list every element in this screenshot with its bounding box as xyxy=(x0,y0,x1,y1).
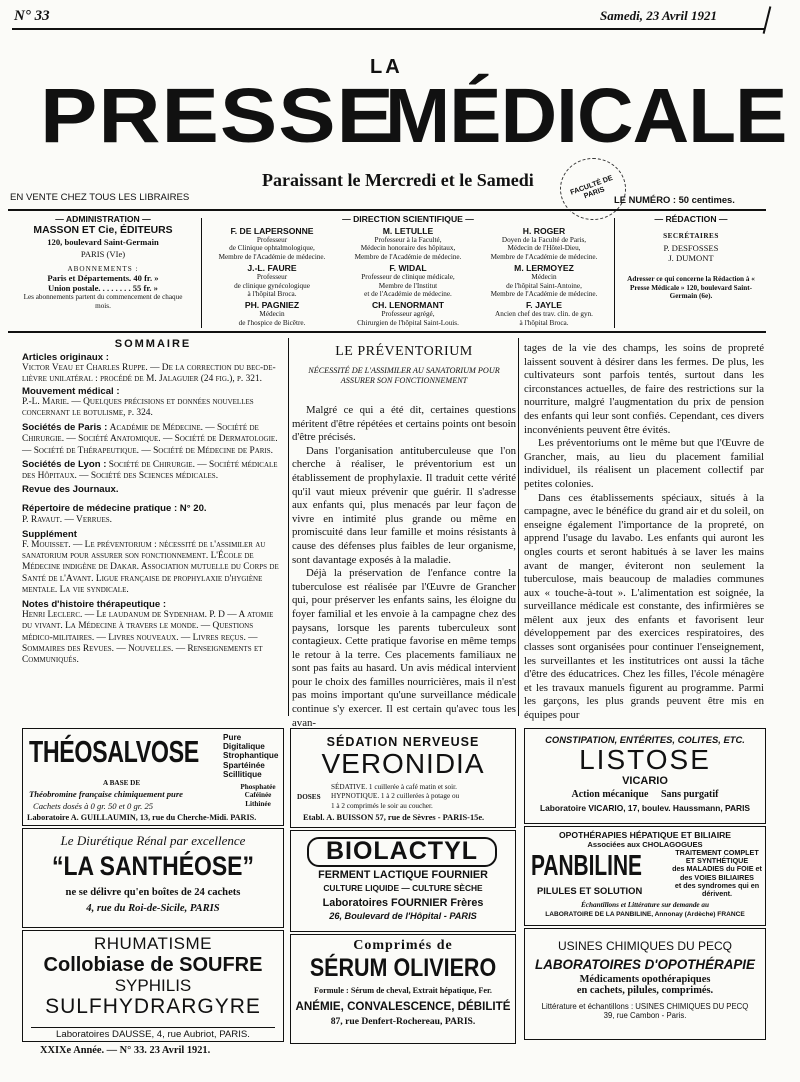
ad-text: 26, Boulevard de l'Hôpital - PARIS xyxy=(329,911,477,921)
brand-veronidia: VERONIDIA xyxy=(321,748,485,779)
title-presse: PRESSE xyxy=(40,72,395,159)
column-rule xyxy=(518,338,519,716)
subscription-paris: Paris et Départements. 40 fr. » xyxy=(47,273,159,284)
ad-text: Associées aux CHOLAGOGUES xyxy=(587,840,703,849)
toc-entry: P. Ravaut. — Verrues. xyxy=(22,514,112,525)
toc-entry: F. Mouisset. — Le préventorium : nécessité de l'assimiler au sanatorium pour assurer son fonctionnement. L'École de Médecine indigène de Dakar. Association mutuelle du Corps de Santé de l'Avant. Ligue française de prophylaxie d'hygiène mentale. La vie syndicale. xyxy=(22,540,279,595)
article-continued xyxy=(524,342,764,722)
title-medicale: MÉDICALE xyxy=(385,72,787,159)
ad-text: ne se délivre qu'en boîtes de 24 cachets xyxy=(65,887,241,898)
ad-text: A BASE DE xyxy=(103,779,141,787)
ad-text: Action mécanique Sans purgatif xyxy=(571,789,719,800)
ad-text: VICARIO xyxy=(622,775,668,787)
ad-text: Laboratoires FOURNIER Frères xyxy=(322,897,484,909)
subscription-union: Union postale. . . . . . . . 55 fr. » xyxy=(48,283,158,294)
director-card: M. LETULLE Professeur à la Faculté, Médecin honoraire des hôpitaux, Membre de l'Académie de médecine. xyxy=(354,226,462,261)
ad-text: SÉDATION NERVEUSE xyxy=(326,735,480,749)
ad-veronidia xyxy=(290,728,516,828)
ad-text: 39, rue Cambon - Paris. xyxy=(603,1011,687,1020)
issue-price: LE NUMÉRO : 50 centimes. xyxy=(614,194,735,205)
ad-text: CONSTIPATION, ENTÉRITES, COLITES, ETC. xyxy=(545,734,745,745)
toc-heading: Mouvement médical : xyxy=(22,385,120,397)
ad-usines-pecq xyxy=(524,928,766,1040)
panbiline-claims: TRAITEMENT COMPLET ET SYNTHÉTIQUE des MALADIES du FOIE et des VOIES BILIAIRES et des syndromes qui en dérivent. xyxy=(672,848,762,899)
director-card: CH. LENORMANT Professeur agrégé, Chirurgien de l'hôpital Saint-Louis. xyxy=(357,300,459,327)
ad-dausse xyxy=(22,930,284,1042)
secretaires-label: SECRÉTAIRES xyxy=(663,232,719,240)
secretary-name: P. DESFOSSES xyxy=(663,243,719,254)
ad-text: Littérature et échantillons : USINES CHIMIQUES DU PECQ xyxy=(541,1002,749,1011)
secretary-name: J. DUMONT xyxy=(668,253,714,264)
toc-heading: Notes d'histoire thérapeutique : xyxy=(22,599,167,611)
director-card: F. DE LAPERSONNE Professeur de Clinique ophtalmologique, Membre de l'Académie de médecine. xyxy=(218,226,326,261)
publisher: MASSON ET Cie, ÉDITEURS xyxy=(33,225,173,236)
footer-issue: XXIXe Année. — N° 33. 23 Avril 1921. xyxy=(40,1045,211,1056)
admin-heading: — ADMINISTRATION — xyxy=(55,214,151,224)
toc-entry: Victor Veau et Charles Ruppe. — De la correction du bec-de-lièvre unilatéral : procédé de M. Jalaguier (24 fig.), p. 321. xyxy=(22,363,276,385)
ad-text: CULTURE LIQUIDE — CULTURE SÈCHE xyxy=(323,883,483,893)
toc-heading: Sociétés de Lyon : xyxy=(22,458,107,470)
ad-text: ANÉMIE, CONVALESCENCE, DÉBILITÉ xyxy=(295,1000,511,1013)
ad-text: 87, rue Denfert-Rochereau, PARIS. xyxy=(330,1016,476,1027)
director-card: F. JAYLE Ancien chef des trav. clin. de gyn. à l'hôpital Broca. xyxy=(495,300,593,327)
divider xyxy=(201,218,202,328)
director-card: J.-L. FAURE Professeur de clinique gynécologique à l'hôpital Broca. xyxy=(234,263,310,299)
article-subtitle: NÉCESSITÉ DE L'ASSIMILER AU SANATORIUM POUR ASSURER SON FONCTIONNEMENT xyxy=(308,366,500,385)
toc-entry: Académie de Médecine. — Société de Chirurgie. — Société Anatomique. — Société de Dermatologie. — Société de Thérapeutique. — Société de Médecine de Paris. xyxy=(22,423,278,456)
brand-listose: LISTOSE xyxy=(579,744,711,775)
director-card: M. LERMOYEZ Médecin de l'hôpital Saint-Antoine, Membre de l'Académie de médecine. xyxy=(490,263,598,299)
admin-address: 120, boulevard Saint-Germain xyxy=(47,237,159,247)
article-title: LE PRÉVENTORIUM xyxy=(335,344,473,359)
sommaire xyxy=(22,338,284,720)
ad-text: 4, rue du Roi-de-Sicile, PARIS xyxy=(86,903,220,914)
ad-panbiline xyxy=(524,826,766,926)
brand-sulfhydrargyre: SULFHYDRARGYRE xyxy=(45,995,261,1018)
ad-text: LABORATOIRE DE LA PANBILINE, Annonay (Ardèche) FRANCE xyxy=(545,911,745,918)
director-card: H. ROGER Doyen de la Faculté de Paris, Médecin de l'Hôtel-Dieu, Membre de l'Académie de médecine. xyxy=(490,226,598,261)
ad-text: LABORATOIRES D'OPOTHÉRAPIE xyxy=(535,957,755,972)
brand-collobiase: Collobiase de SOUFRE xyxy=(43,954,263,976)
ad-text: Phosphatée Caféinée Lithinée xyxy=(240,783,276,808)
toc-heading: Revue des Journaux. xyxy=(22,484,119,496)
ad-santheose xyxy=(22,828,284,928)
title-la: LA xyxy=(370,56,403,78)
brand-santheose: “LA SANTHÉOSE” xyxy=(52,851,254,881)
ad-theosalvose xyxy=(22,728,284,826)
director-card: PH. PAGNIEZ Médecin de l'hospice de Bicêtre. xyxy=(238,300,306,327)
ad-text: Échantillons et Littérature sur demande au xyxy=(581,901,709,909)
ad-text: SYPHILIS xyxy=(114,976,192,995)
paragraph: Malgré ce qui a été dit, certaines questions méritent d'être répétées et certains points ont besoin d'être précisés. xyxy=(292,404,516,444)
paragraph: Dans l'organisation antituberculeuse que l'on cherche à réaliser, le préventorium est un établissement de prophylaxie. Il traduit cette vérité qu'il vaut mieux prévenir que guérir. Il s'adresse aux enfants qui, plus menacés par leur façon de vivre en intimité plus grande ou même en promiscuité dans leur famille et moins résistants à cause des défenses plus faibles de leur organisme, sont davantage exposés à la maladie. xyxy=(292,444,516,566)
ad-text: Le Diurétique Rénal par excellence xyxy=(60,833,246,848)
ad-text: en cachets, pilules, comprimés. xyxy=(576,985,714,996)
toc-entry: P.-L. Marie. — Quelques précisions et données nouvelles concernant le botulisme, p. 324. xyxy=(22,396,254,419)
paragraph: Dans ces établissements spéciaux, situés à la campagne, avec le bénéfice du grand air et du soleil, on enseigne également l'importance de la propreté, on apprend l'usage du lavabo. Les enfants qui auront les ongles courts et seront habitués à se laver les mains avant de manger, éviteront non seulement la tuberculose, mais beaucoup de maladies communes aux « touche-à-tout ». L'alimentation est soignée, la surveillance médicale est constante, des infirmières se mêlent aux jeux des enfants et favorisent leur développement par des exercices respiratoires, des classes sont organisées pour continuer l'enseignement, les surveillantes et les institutrices ont aussi la tâche d'être des éducatrices. Chez les filles, l'école ménagère et les travaux manuels figurent au programme. Parmi les garçons, les plus grands peuvent être mis en équipes pour xyxy=(524,491,764,722)
header-rule xyxy=(8,209,766,211)
brand-panbiline: PANBILINE xyxy=(531,850,642,882)
ad-text: Cachets dosés à 0 gr. 50 et 0 gr. 25 xyxy=(33,801,154,811)
toc-heading: Supplément xyxy=(22,528,77,540)
ad-dosage: SÉDATIVE. 1 cuillerée à café matin et soir. HYPNOTIQUE. 1 à 2 cuillerées à potage ou 1 à 2 comprimés le soir au coucher. xyxy=(331,783,460,810)
ad-text: Médicaments opothérapiques xyxy=(579,974,711,985)
subscription-note: Les abonnements partent du commencement de chaque mois. xyxy=(23,293,183,310)
ad-text: Laboratoire VICARIO, 17, boulev. Haussmann, PARIS xyxy=(539,803,751,813)
brand-serum-oliviero: SÉRUM OLIVIERO xyxy=(309,954,497,982)
paragraph: tages de la vie des champs, les soins de propreté laissent souvent à désirer dans les fermes. De plus, les cultivateurs sont parfois tentés, surtout dans les circonstances actuelles, de faire des restrictions sur la nourriture, malgré l'augmentation du prix de pension des enfants qui leur sont confiés. Cependant, ces divers inconvénients peuvent être évités. xyxy=(524,342,764,436)
toc-entry: Henri Leclerc. — Le laudanum de Sydenham. P. D — A atomie du vivant. La Médecine à travers le monde. — Questions médico-militaires. — Livres nouveaux. — Livres reçus. — Sommaires des Revues. — Nouvelles. — Renseignements et Communiqués. xyxy=(22,610,274,666)
subtitle: Paraissant le Mercredi et le Samedi xyxy=(262,170,534,190)
redaction-heading: — RÉDACTION — xyxy=(654,214,728,224)
sommaire-heading: SOMMAIRE xyxy=(114,338,192,350)
ad-text: Etabl. A. BUISSON 57, rue de Sèvres - PARIS-15e. xyxy=(303,813,485,822)
divider xyxy=(614,218,615,328)
direction-block xyxy=(204,214,612,327)
ad-text: Laboratoire A. GUILLAUMIN, 13, rue du Cherche-Midi. PARIS. xyxy=(27,813,257,822)
top-rule xyxy=(12,28,764,30)
administration-block xyxy=(8,214,198,310)
ad-text: FERMENT LACTIQUE FOURNIER xyxy=(318,869,488,881)
paragraph: Déjà la préservation de l'enfance contre la tuberculose est réalisée par l'Œuvre de Grancher qui, pour préserver les enfants sains, les éloigne du foyer familial et les envoie à la campagne chez des paysans, lorsque les parents tuberculeux sont contagieux. Cette pratique favorise en même temps le retour à la terre. Ces placements familiaux ne sont pas faits au hasard. Un avis médical intervient pour le choix des familles nourricières, mais il n'est pas moins important qu'une surveillance médicale continue s'y exercer. Il est certain qu'avec tous les avan- xyxy=(292,567,516,729)
ad-biolactyl xyxy=(290,830,516,932)
redaction-address: Adresser ce qui concerne la Rédaction à « Presse Médicale » 120, boulevard Saint-Germain (6e). xyxy=(627,275,755,301)
library-stamp: FACULTÉ DE PARIS xyxy=(560,158,626,220)
ad-text: USINES CHIMIQUES DU PECQ xyxy=(557,939,733,953)
brand-theosalvose: THÉOSALVOSE xyxy=(29,734,199,769)
abonnements-label: ABONNEMENTS : xyxy=(67,265,139,273)
redaction-block xyxy=(616,214,766,301)
toc-heading: Articles originaux : xyxy=(22,352,109,363)
toc-heading: Répertoire de médecine pratique : N° 20. xyxy=(22,503,207,515)
paragraph: Les préventoriums ont le même but que l'Œuvre de Grancher, mais, au lieu du placement familial individuel, ils réalisent un placement collectif par petites colonies. xyxy=(524,437,764,490)
sale-notice: EN VENTE CHEZ TOUS LES LIBRAIRES xyxy=(10,192,190,203)
director-card: F. WIDAL Professeur de clinique médicale, Membre de l'Institut et de l'Académie de médecine. xyxy=(361,263,455,299)
ad-serum-oliviero xyxy=(290,934,516,1044)
ad-text: Laboratoires DAUSSE, 4, rue Aubriot, PARIS. xyxy=(56,1029,250,1040)
direction-heading: — DIRECTION SCIENTIFIQUE — xyxy=(342,214,474,224)
toc-entry: Société de Chirurgie. — Société médicale des Hôpitaux. — Société des Sciences médicales. xyxy=(22,459,278,482)
ad-text: Formule : Sérum de cheval, Extrait hépatique, Fer. xyxy=(314,986,492,995)
variant-list: Pure Digitalique Strophantique Spartéinée Scillitique xyxy=(223,733,279,779)
band-rule xyxy=(8,331,766,333)
logo-frame xyxy=(307,837,497,867)
issue-date: Samedi, 23 Avril 1921 xyxy=(600,8,717,23)
ad-text: Théobromine française chimiquement pure xyxy=(29,789,183,799)
ad-listose xyxy=(524,728,766,824)
ad-text: Comprimés de xyxy=(353,938,453,953)
ad-text: RHUMATISME xyxy=(93,934,212,953)
corner-mark xyxy=(763,6,771,34)
ad-text: DOSES xyxy=(297,793,321,801)
column-rule xyxy=(288,338,289,716)
ad-text: OPOTHÉRAPIES HÉPATIQUE ET BILIAIRE xyxy=(558,830,732,840)
ad-text: PILULES ET SOLUTION xyxy=(537,885,643,896)
article-preventorium xyxy=(292,344,516,729)
issue-number: N° 33 xyxy=(14,8,50,24)
admin-city: PARIS (VIe) xyxy=(80,249,126,259)
toc-heading: Sociétés de Paris : xyxy=(22,422,108,434)
brand-biolactyl: BIOLACTYL xyxy=(325,837,479,865)
